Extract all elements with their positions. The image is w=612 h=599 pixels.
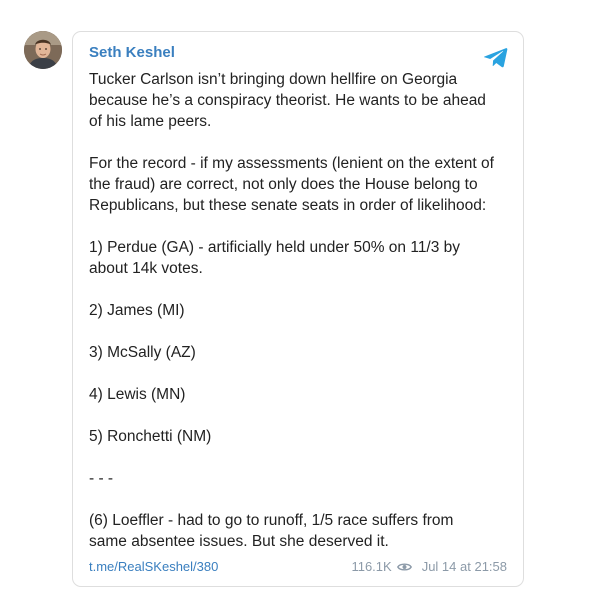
text-line: Republicans, but these senate seats in order of likelihood:: [89, 197, 487, 214]
message-meta: [351, 558, 507, 576]
paragraph-intro: [89, 69, 515, 132]
eye-icon: [397, 562, 412, 572]
list-item-2: 2) James (MI): [89, 302, 185, 319]
list-item-6: [89, 510, 515, 552]
separator: - - -: [89, 470, 114, 487]
text-line: Tucker Carlson isn’t bringing down hellfire on Georgia: [89, 71, 458, 88]
list-item-4: 4) Lewis (MN): [89, 386, 186, 403]
list-item-5: 5) Ronchetti (NM): [89, 428, 212, 445]
post-date: Jul 14 at 21:58: [421, 559, 507, 574]
list-item-1: [89, 237, 515, 279]
post-link[interactable]: t.me/RealSKeshel/380: [89, 559, 219, 574]
avatar[interactable]: [24, 31, 62, 69]
message-card: [72, 31, 524, 587]
author-name[interactable]: Seth Keshel: [89, 44, 175, 61]
list-item-3: 3) McSally (AZ): [89, 344, 196, 361]
text-line: because he’s a conspiracy theorist. He wants to be ahead: [89, 92, 486, 109]
avatar-photo: [24, 31, 62, 69]
text-line: of his lame peers.: [89, 113, 212, 130]
text-line: about 14k votes.: [89, 260, 203, 277]
text-line: (6) Loeffler - had to go to runoff, 1/5 race suffers from: [89, 512, 454, 529]
text-line: same absentee issues. But she deserved it.: [89, 533, 389, 550]
text-line: the fraud) are correct, not only does the House belong to: [89, 176, 478, 193]
message-footer: [89, 558, 507, 576]
text-line: 1) Perdue (GA) - artificially held under 50% on 11/3 by: [89, 239, 461, 256]
view-count: 116.1K: [351, 559, 392, 574]
text-line: For the record - if my assessments (lenient on the extent of: [89, 155, 494, 172]
telegram-plane-icon[interactable]: [483, 44, 509, 70]
message-text: [89, 69, 515, 552]
paragraph-record: [89, 153, 515, 216]
